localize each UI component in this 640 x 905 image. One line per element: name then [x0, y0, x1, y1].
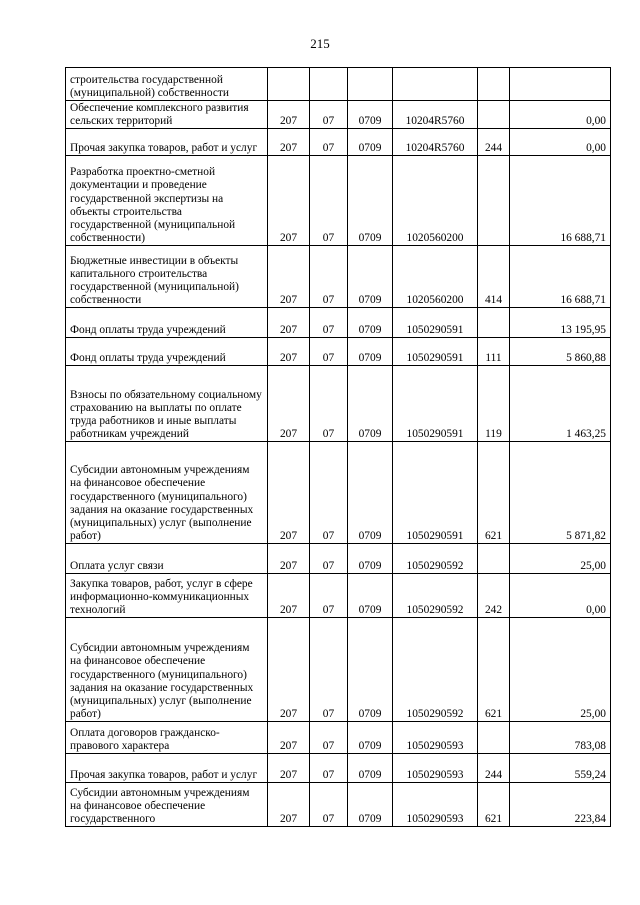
row-target-article: 1050290592: [393, 618, 478, 722]
row-amount: 5 860,88: [510, 338, 611, 366]
row-expense-type: 621: [478, 783, 510, 827]
row-expense-type: 621: [478, 618, 510, 722]
row-subsection: 0709: [348, 129, 393, 156]
row-section: 07: [310, 783, 348, 827]
row-section: [310, 68, 348, 101]
row-ved-code: [268, 68, 310, 101]
row-subsection: 0709: [348, 101, 393, 129]
row-target-article: 1050290592: [393, 544, 478, 574]
row-target-article: 10204R5760: [393, 129, 478, 156]
row-subsection: [348, 68, 393, 101]
row-ved-code: 207: [268, 618, 310, 722]
row-expense-type: 244: [478, 754, 510, 783]
row-subsection: 0709: [348, 574, 393, 618]
row-target-article: 1050290591: [393, 366, 478, 442]
table-row: [66, 156, 611, 246]
row-name: Субсидии автономным учреждениям на финансовое обеспечение государственного (муниципального) задания на оказание государственных (муниципальных) услуг (выполнение работ): [66, 618, 268, 722]
row-ved-code: 207: [268, 366, 310, 442]
row-ved-code: 207: [268, 156, 310, 246]
row-name: Субсидии автономным учреждениям на финансовое обеспечение государственного: [66, 783, 268, 827]
row-name: Фонд оплаты труда учреждений: [66, 308, 268, 338]
row-ved-code: 207: [268, 722, 310, 754]
row-target-article: 1050290591: [393, 442, 478, 544]
row-target-article: [393, 68, 478, 101]
row-section: 07: [310, 129, 348, 156]
table-row: [66, 442, 611, 544]
row-subsection: 0709: [348, 442, 393, 544]
row-section: 07: [310, 156, 348, 246]
row-ved-code: 207: [268, 338, 310, 366]
row-ved-code: 207: [268, 129, 310, 156]
row-amount: 16 688,71: [510, 156, 611, 246]
row-subsection: 0709: [348, 722, 393, 754]
row-section: 07: [310, 308, 348, 338]
budget-table: [65, 67, 611, 827]
row-amount: 13 195,95: [510, 308, 611, 338]
row-amount: 25,00: [510, 618, 611, 722]
table-body: [66, 68, 611, 827]
row-subsection: 0709: [348, 544, 393, 574]
table-row: [66, 574, 611, 618]
table-row: [66, 544, 611, 574]
table-row: [66, 366, 611, 442]
row-amount: 559,24: [510, 754, 611, 783]
table-row: [66, 308, 611, 338]
row-amount: 223,84: [510, 783, 611, 827]
row-subsection: 0709: [348, 783, 393, 827]
row-amount: 5 871,82: [510, 442, 611, 544]
row-expense-type: 242: [478, 574, 510, 618]
row-expense-type: [478, 156, 510, 246]
row-expense-type: [478, 544, 510, 574]
row-expense-type: 244: [478, 129, 510, 156]
table-row: [66, 338, 611, 366]
row-amount: 0,00: [510, 574, 611, 618]
row-ved-code: 207: [268, 544, 310, 574]
row-subsection: 0709: [348, 618, 393, 722]
row-target-article: 1050290593: [393, 722, 478, 754]
table-row: [66, 68, 611, 101]
row-name: Прочая закупка товаров, работ и услуг: [66, 754, 268, 783]
row-section: 07: [310, 366, 348, 442]
row-section: 07: [310, 338, 348, 366]
row-ved-code: 207: [268, 754, 310, 783]
row-subsection: 0709: [348, 246, 393, 308]
row-expense-type: [478, 308, 510, 338]
table-row: [66, 246, 611, 308]
row-expense-type: 414: [478, 246, 510, 308]
row-amount: 1 463,25: [510, 366, 611, 442]
row-section: 07: [310, 101, 348, 129]
row-name: Субсидии автономным учреждениям на финансовое обеспечение государственного (муниципального) задания на оказание государственных (муниципальных) услуг (выполнение работ): [66, 442, 268, 544]
row-subsection: 0709: [348, 308, 393, 338]
row-subsection: 0709: [348, 156, 393, 246]
row-name: Обеспечение комплексного развития сельских территорий: [66, 101, 268, 129]
row-name: Разработка проектно-сметной документации и проведение государственной экспертизы на объекты строительства государственной (муниципальной собственности): [66, 156, 268, 246]
table-row: [66, 783, 611, 827]
row-name: Закупка товаров, работ, услуг в сфере информационно-коммуникационных технологий: [66, 574, 268, 618]
row-ved-code: 207: [268, 308, 310, 338]
row-expense-type: [478, 722, 510, 754]
row-name: Взносы по обязательному социальному страхованию на выплаты по оплате труда работников и иные выплаты работникам учреждений: [66, 366, 268, 442]
table-row: [66, 722, 611, 754]
row-expense-type: 119: [478, 366, 510, 442]
row-name: Бюджетные инвестиции в объекты капитального строительства государственной (муниципальной) собственности: [66, 246, 268, 308]
row-amount: 16 688,71: [510, 246, 611, 308]
table-row: [66, 101, 611, 129]
row-ved-code: 207: [268, 442, 310, 544]
row-name: Оплата договоров гражданско-правового характера: [66, 722, 268, 754]
page-number: 215: [310, 36, 330, 51]
row-amount: 25,00: [510, 544, 611, 574]
row-expense-type: 621: [478, 442, 510, 544]
table-row: [66, 129, 611, 156]
row-amount: 0,00: [510, 129, 611, 156]
row-target-article: 1050290591: [393, 308, 478, 338]
row-target-article: 10204R5760: [393, 101, 478, 129]
row-section: 07: [310, 544, 348, 574]
row-amount: 783,08: [510, 722, 611, 754]
row-section: 07: [310, 246, 348, 308]
row-target-article: 1020560200: [393, 156, 478, 246]
row-target-article: 1050290591: [393, 338, 478, 366]
row-expense-type: 111: [478, 338, 510, 366]
row-name: Оплата услуг связи: [66, 544, 268, 574]
row-ved-code: 207: [268, 574, 310, 618]
row-section: 07: [310, 722, 348, 754]
row-subsection: 0709: [348, 366, 393, 442]
row-amount: 0,00: [510, 101, 611, 129]
row-name: Фонд оплаты труда учреждений: [66, 338, 268, 366]
row-section: 07: [310, 618, 348, 722]
row-ved-code: 207: [268, 101, 310, 129]
row-section: 07: [310, 442, 348, 544]
row-target-article: 1050290592: [393, 574, 478, 618]
row-subsection: 0709: [348, 754, 393, 783]
row-name: Прочая закупка товаров, работ и услуг: [66, 129, 268, 156]
row-subsection: 0709: [348, 338, 393, 366]
table-row: [66, 754, 611, 783]
row-ved-code: 207: [268, 246, 310, 308]
row-expense-type: [478, 101, 510, 129]
row-expense-type: [478, 68, 510, 101]
row-section: 07: [310, 754, 348, 783]
row-target-article: 1020560200: [393, 246, 478, 308]
row-target-article: 1050290593: [393, 754, 478, 783]
row-section: 07: [310, 574, 348, 618]
row-name: строительства государственной (муниципальной) собственности: [66, 68, 268, 101]
row-target-article: 1050290593: [393, 783, 478, 827]
row-ved-code: 207: [268, 783, 310, 827]
row-amount: [510, 68, 611, 101]
table-row: [66, 618, 611, 722]
